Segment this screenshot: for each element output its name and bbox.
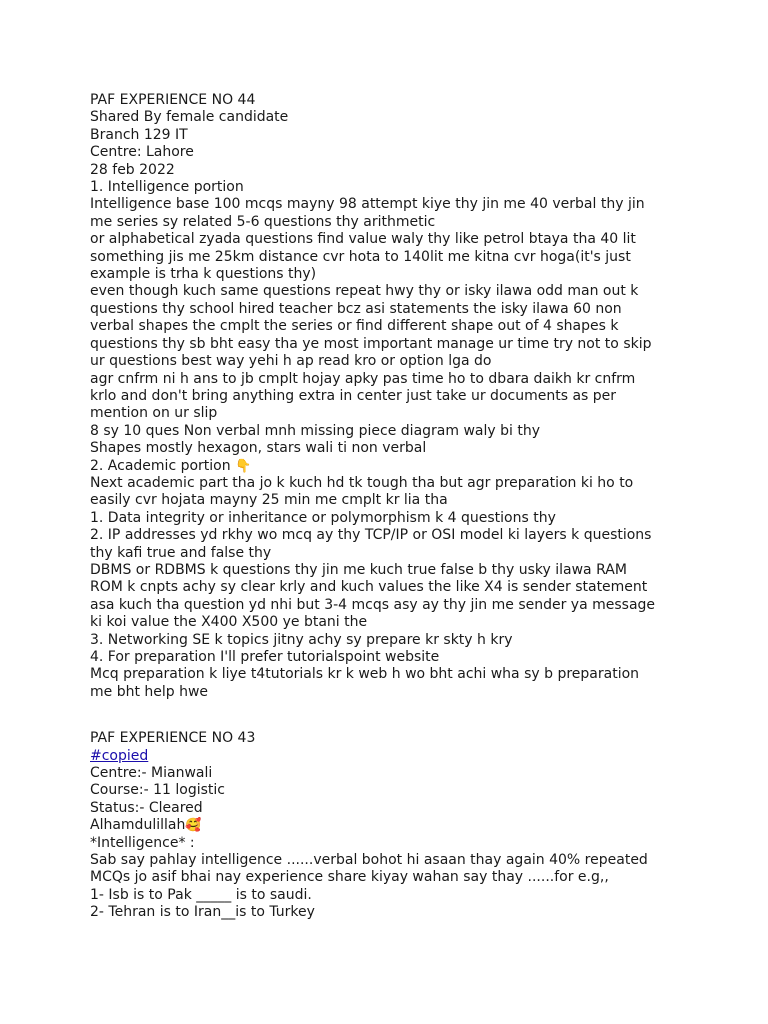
- text-line: 8 sy 10 ques Non verbal mnh missing piece diagram waly bi thy: [90, 422, 540, 439]
- centre: Centre: Lahore: [90, 144, 194, 161]
- experience-43-title: PAF EXPERIENCE NO 43: [90, 730, 256, 747]
- text-line: Shapes mostly hexagon, stars wali ti non verbal: [90, 440, 427, 457]
- academic-section: [90, 475, 690, 701]
- intelligence-heading: 1. Intelligence portion: [90, 179, 244, 196]
- text-line: verbal shapes the cmplt the series or find different shape out of 4 shapes k: [90, 318, 619, 335]
- text-line: DBMS or RDBMS k questions thy jin me kuch true false b thy usky ilawa RAM: [90, 561, 627, 578]
- academic-heading-text: 2. Academic portion: [90, 457, 236, 474]
- text-line: Mcq preparation k liye t4tutorials kr k web h wo bht achi wha sy b preparation: [90, 666, 640, 683]
- shared-by: Shared By female candidate: [90, 109, 289, 126]
- hashtag-copied-link[interactable]: [90, 748, 690, 765]
- course-43: Course:- 11 logistic: [90, 782, 225, 799]
- document-page: [90, 92, 690, 922]
- experience-44-title: PAF EXPERIENCE NO 44: [90, 92, 256, 108]
- text-line: 1- Isb is to Pak _____ is to saudi.: [90, 886, 312, 903]
- text-line: 2. IP addresses yd rkhy wo mcq ay thy TCP/IP or OSI model ki layers k questions: [90, 527, 652, 544]
- text-line: something jis me 25km distance cvr hota to 140lit me kitna cvr hoga(it's just: [90, 248, 631, 265]
- intelligence-heading-43: *Intelligence* :: [90, 834, 195, 851]
- alhamdulillah-text: Alhamdulillah: [90, 817, 186, 834]
- text-line: 2- Tehran is to Iran__is to Turkey: [90, 904, 315, 921]
- experience-43-section: [90, 852, 690, 922]
- hashtag-copied-text[interactable]: #copied: [90, 747, 149, 764]
- text-line: even though kuch same questions repeat hwy thy or isky ilawa odd man out k: [90, 283, 639, 300]
- text-line: ROM k cnpts achy sy clear krly and kuch values the like X4 is sender statement: [90, 579, 648, 596]
- text-line: or alphabetical zyada questions find value waly thy like petrol btaya tha 40 lit: [90, 231, 636, 248]
- text-line: asa kuch tha question yd nhi but 3-4 mcqs asy ay thy jin me sender ya message: [90, 596, 656, 613]
- text-line: 3. Networking SE k topics jitny achy sy prepare kr skty h kry: [90, 631, 513, 648]
- text-line: example is trha k questions thy): [90, 266, 317, 283]
- pointing-down-icon: 👇: [235, 458, 252, 474]
- text-line: thy kafi true and false thy: [90, 544, 272, 561]
- text-line: 1. Data integrity or inheritance or polymorphism k 4 questions thy: [90, 509, 556, 526]
- smiling-hearts-icon: 🥰: [185, 818, 202, 834]
- academic-heading: [90, 458, 690, 475]
- text-line: easily cvr hojata mayny 25 min me cmplt kr lia tha: [90, 492, 448, 509]
- text-line: ur questions best way yehi h ap read kro or option lga do: [90, 353, 492, 370]
- text-line: krlo and don't bring anything extra in center just take ur documents as per: [90, 387, 617, 404]
- text-line: MCQs jo asif bhai nay experience share kiyay wahan say thay ......for e.g,,: [90, 869, 609, 886]
- alhamdulillah-line: [90, 817, 690, 834]
- intelligence-section: [90, 196, 690, 457]
- branch: Branch 129 IT: [90, 126, 188, 143]
- text-line: me series sy related 5-6 questions thy arithmetic: [90, 213, 436, 230]
- text-line: Intelligence base 100 mcqs mayny 98 attempt kiye thy jin me 40 verbal thy jin: [90, 196, 645, 213]
- text-line: agr cnfrm ni h ans to jb cmplt hojay apky pas time ho to dbara daikh kr cnfrm: [90, 370, 636, 387]
- section-spacer: [90, 701, 690, 730]
- status-43: Status:- Cleared: [90, 799, 203, 816]
- text-line: Next academic part tha jo k kuch hd tk tough tha but agr preparation ki ho to: [90, 474, 634, 491]
- text-line: questions thy school hired teacher bcz asi statements the isky ilawa 60 non: [90, 300, 622, 317]
- text-line: questions thy sb bht easy tha ye most important manage ur time try not to skip: [90, 335, 652, 352]
- text-line: 4. For preparation I'll prefer tutorialspoint website: [90, 649, 440, 665]
- centre-43: Centre:- Mianwali: [90, 765, 213, 782]
- text-line: ki koi value the X400 X500 ye btani the: [90, 614, 368, 631]
- text-line: Sab say pahlay intelligence ......verbal bohot hi asaan thay again 40% repeated: [90, 852, 648, 869]
- date: 28 feb 2022: [90, 161, 175, 178]
- text-line: me bht help hwe: [90, 683, 209, 700]
- text-line: mention on ur slip: [90, 405, 218, 422]
